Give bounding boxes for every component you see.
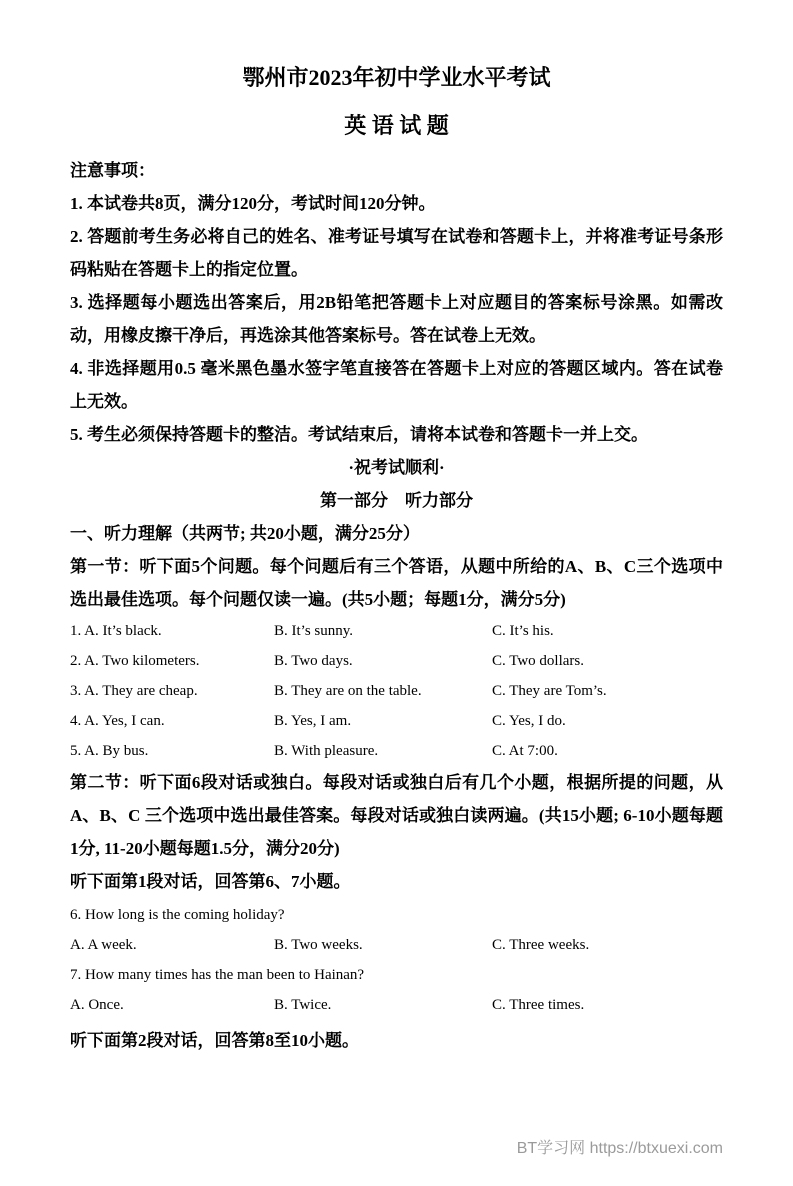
q5-option-a: 5. A. By bus. <box>70 743 149 759</box>
dialog2-heading: 听下面第2段对话，回答第8至10小题。 <box>70 1031 359 1050</box>
section1-instructions: 第一节：听下面5个问题。每个问题后有三个答语，从题中所给的A、B、C三个选项中选出最佳选项。每个问题仅读一遍。(共5小题；每题1分，满分5分) <box>70 557 723 609</box>
listening-section-title: 一、听力理解（共两节; 共20小题，满分25分） <box>70 524 420 543</box>
q6-option-a: A. A week. <box>70 937 137 953</box>
question-6-options <box>70 930 723 960</box>
notice-item-1: 1. 本试卷共8页，满分120分，考试时间120分钟。 <box>70 194 436 213</box>
good-luck-line: ·祝考试顺利· <box>348 458 445 477</box>
exam-title: 鄂州市2023年初中学业水平考试 <box>242 65 551 90</box>
question-1-options <box>70 616 723 646</box>
q3-option-a: 3. A. They are cheap. <box>70 683 198 699</box>
exam-subtitle: 英 语 试 题 <box>344 113 449 138</box>
question-3-options <box>70 676 723 706</box>
q7-option-c: C. Three times. <box>492 997 585 1013</box>
exam-paper-page <box>0 64 793 1186</box>
q5-option-c: C. At 7:00. <box>492 743 558 759</box>
q6-option-b: B. Two weeks. <box>274 937 363 953</box>
q3-option-c: C. They are Tom’s. <box>492 683 607 699</box>
question-7-options <box>70 990 723 1020</box>
q4-option-c: C. Yes, I do. <box>492 713 566 729</box>
question-7-stem: 7. How many times has the man been to Hainan? <box>70 967 365 983</box>
notice-item-3: 3. 选择题每小题选出答案后，用2B铅笔把答题卡上对应题目的答案标号涂黑。如需改动，用橡皮擦干净后，再选涂其他答案标号。答在试卷上无效。 <box>70 293 723 345</box>
notice-heading: 注意事项： <box>70 161 155 180</box>
section2-instructions: 第二节：听下面6段对话或独白。每段对话或独白后有几个小题，根据所提的问题，从A、B、C 三个选项中选出最佳答案。每段对话或独白读两遍。(共15小题; 6-10小题每题1分, 11-20小题每题1.5分，满分20分) <box>70 773 723 858</box>
q1-option-c: C. It’s his. <box>492 623 554 639</box>
dialog1-heading: 听下面第1段对话，回答第6、7小题。 <box>70 872 351 891</box>
question-5-options <box>70 736 723 766</box>
q7-option-b: B. Twice. <box>274 997 332 1013</box>
q4-option-a: 4. A. Yes, I can. <box>70 713 165 729</box>
notice-item-5: 5. 考生必须保持答题卡的整洁。考试结束后，请将本试卷和答题卡一并上交。 <box>70 425 648 444</box>
notice-item-2: 2. 答题前考生务必将自己的姓名、准考证号填写在试卷和答题卡上，并将准考证号条形码粘贴在答题卡上的指定位置。 <box>70 227 723 279</box>
q7-option-a: A. Once. <box>70 997 124 1013</box>
site-watermark: BT学习网 https://btxuexi.com <box>516 1140 723 1157</box>
q6-option-c: C. Three weeks. <box>492 937 590 953</box>
q5-option-b: B. With pleasure. <box>274 743 379 759</box>
q2-option-b: B. Two days. <box>274 653 353 669</box>
question-6-stem: 6. How long is the coming holiday? <box>70 907 285 923</box>
q3-option-b: B. They are on the table. <box>274 683 422 699</box>
q2-option-c: C. Two dollars. <box>492 653 585 669</box>
q1-option-b: B. It’s sunny. <box>274 623 354 639</box>
question-2-options <box>70 646 723 676</box>
q4-option-b: B. Yes, I am. <box>274 713 352 729</box>
q2-option-a: 2. A. Two kilometers. <box>70 653 200 669</box>
part1-heading: 第一部分 听力部分 <box>320 491 473 510</box>
notice-item-4: 4. 非选择题用0.5 毫米黑色墨水签字笔直接答在答题卡上对应的答题区域内。答在试卷上无效。 <box>70 359 723 411</box>
q1-option-a: 1. A. It’s black. <box>70 623 162 639</box>
question-4-options <box>70 706 723 736</box>
